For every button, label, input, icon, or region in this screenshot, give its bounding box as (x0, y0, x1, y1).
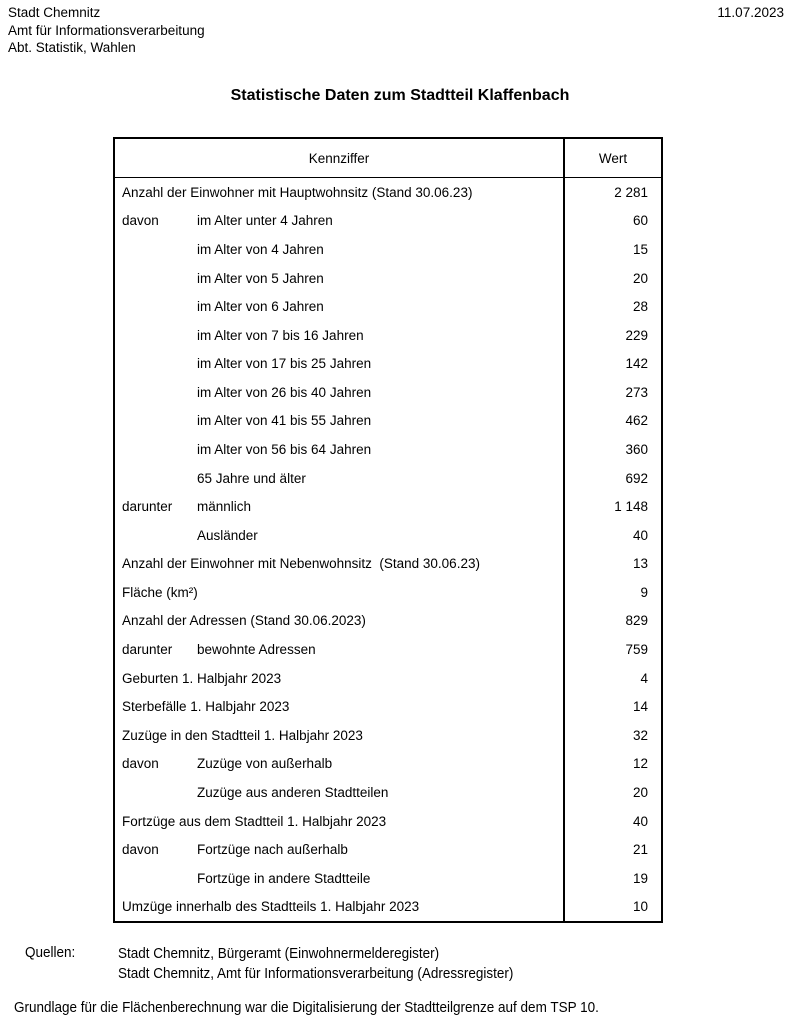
row-value: 28 (632, 299, 648, 315)
row-value: 21 (632, 842, 648, 858)
row-label-cell (115, 378, 565, 407)
row-value: 229 (625, 327, 648, 343)
row-value: 60 (632, 213, 648, 229)
row-label: Zuzüge in den Stadtteil 1. Halbjahr 2023 (122, 727, 363, 743)
row-label: Fortzüge nach außerhalb (197, 842, 348, 858)
row-label-cell (115, 464, 565, 493)
row-label-cell (115, 807, 565, 836)
row-label-cell (115, 864, 565, 893)
table-row (115, 807, 661, 836)
org-line: Amt für Informationsverarbeitung (8, 22, 205, 38)
table-row (115, 664, 661, 693)
row-label: im Alter von 56 bis 64 Jahren (197, 441, 372, 457)
source-line: Stadt Chemnitz, Bürgeramt (Einwohnermelderegister) (118, 945, 440, 962)
table-row (115, 264, 661, 293)
row-value: 40 (632, 527, 648, 543)
table-row (115, 492, 661, 521)
row-value: 12 (632, 756, 648, 772)
table-row (115, 464, 661, 493)
org-line: Stadt Chemnitz (8, 5, 101, 20)
table-body (115, 178, 661, 921)
row-label-cell (115, 235, 565, 264)
row-value: 40 (632, 813, 648, 829)
row-value: 759 (625, 642, 648, 658)
row-label-cell (115, 578, 565, 607)
table-row (115, 349, 661, 378)
row-label: Anzahl der Einwohner mit Nebenwohnsitz (Stand 30.06.23) (122, 556, 480, 572)
row-value: 15 (632, 241, 648, 257)
row-label: Fortzüge aus dem Stadtteil 1. Halbjahr 2023 (122, 813, 387, 829)
row-value: 9 (640, 584, 648, 600)
row-label: Fortzüge in andere Stadtteile (197, 870, 371, 886)
row-label-cell (115, 292, 565, 321)
table-row (115, 750, 661, 779)
row-value: 4 (640, 670, 648, 686)
row-label: Umzüge innerhalb des Stadtteils 1. Halbjahr 2023 (122, 899, 420, 915)
row-value: 10 (632, 899, 648, 915)
org-address-block (8, 4, 205, 57)
column-header-kennziffer: Kennziffer (115, 139, 565, 177)
table-row (115, 435, 661, 464)
row-value: 462 (625, 413, 648, 429)
row-label: Geburten 1. Halbjahr 2023 (122, 670, 282, 686)
row-label-cell (115, 207, 565, 236)
table-row (115, 407, 661, 436)
document-date: 11.07.2023 (717, 5, 784, 20)
table-row (115, 550, 661, 579)
row-label-cell (115, 835, 565, 864)
row-label: bewohnte Adressen (197, 642, 316, 658)
row-label-cell (115, 721, 565, 750)
row-label: Anzahl der Adressen (Stand 30.06.2023) (122, 613, 366, 629)
row-label-cell (115, 607, 565, 636)
row-label: im Alter von 7 bis 16 Jahren (197, 327, 364, 343)
row-value: 1 148 (614, 499, 648, 515)
row-value: 32 (632, 727, 648, 743)
row-label-cell (115, 178, 565, 207)
row-label-cell (115, 664, 565, 693)
row-label: 65 Jahre und älter (197, 470, 306, 486)
source-line: Stadt Chemnitz, Amt für Informationsverarbeitung (Adressregister) (118, 964, 514, 982)
row-prefix: davon (122, 756, 159, 772)
row-label-cell (115, 692, 565, 721)
row-label: Ausländer (197, 527, 258, 543)
row-prefix: davon (122, 213, 159, 229)
row-value: 2 281 (614, 184, 648, 200)
row-label: Sterbefälle 1. Halbjahr 2023 (122, 699, 290, 715)
row-label-cell (115, 264, 565, 293)
table-header-row (115, 139, 661, 178)
row-value: 14 (632, 699, 648, 715)
row-label-cell (115, 778, 565, 807)
org-line: Abt. Statistik, Wahlen (8, 40, 136, 56)
row-value: 13 (632, 556, 648, 572)
row-label: im Alter von 26 bis 40 Jahren (197, 384, 372, 400)
table-row (115, 892, 661, 921)
row-label-cell (115, 435, 565, 464)
table-row (115, 378, 661, 407)
row-label: im Alter von 5 Jahren (197, 270, 324, 286)
table-row (115, 521, 661, 550)
row-label-cell (115, 750, 565, 779)
row-label: Zuzüge aus anderen Stadtteilen (197, 784, 389, 800)
table-row (115, 235, 661, 264)
row-value: 273 (625, 384, 648, 400)
row-label-cell (115, 550, 565, 579)
row-label: im Alter von 41 bis 55 Jahren (197, 413, 372, 429)
sources-label: Quellen: (25, 944, 76, 961)
row-label: Fläche (km²) (122, 584, 198, 600)
row-value: 692 (625, 470, 648, 486)
table-row (115, 178, 661, 207)
sources-list (118, 944, 513, 983)
table-row (115, 692, 661, 721)
row-value: 829 (625, 613, 648, 629)
table-row (115, 321, 661, 350)
row-value: 360 (625, 441, 648, 457)
row-label-cell (115, 892, 565, 921)
row-value: 142 (625, 356, 648, 372)
column-header-wert: Wert (598, 150, 628, 166)
table-row (115, 607, 661, 636)
row-prefix: davon (122, 842, 159, 858)
row-label-cell (115, 635, 565, 664)
row-prefix: darunter (122, 642, 173, 658)
row-value: 19 (632, 870, 648, 886)
row-label: im Alter von 4 Jahren (197, 241, 324, 257)
row-label: männlich (197, 499, 252, 515)
row-label: Zuzüge von außerhalb (197, 756, 333, 772)
row-label: im Alter von 17 bis 25 Jahren (197, 356, 372, 372)
row-label-cell (115, 521, 565, 550)
row-value: 20 (632, 270, 648, 286)
table-row (115, 292, 661, 321)
row-label: Anzahl der Einwohner mit Hauptwohnsitz (Stand 30.06.23) (122, 184, 473, 200)
row-label-cell (115, 492, 565, 521)
row-value: 20 (632, 784, 648, 800)
row-prefix: darunter (122, 499, 173, 515)
table-row (115, 635, 661, 664)
page-title: Statistische Daten zum Stadtteil Klaffenbach (230, 87, 570, 104)
row-label-cell (115, 407, 565, 436)
table-row (115, 578, 661, 607)
table-row (115, 835, 661, 864)
area-calculation-note: Grundlage für die Flächenberechnung war die Digitalisierung der Stadtteilgrenze auf dem TSP 10. (14, 999, 599, 1016)
statistics-table (113, 137, 663, 923)
row-label: im Alter von 6 Jahren (197, 299, 324, 315)
table-row (115, 207, 661, 236)
row-label-cell (115, 321, 565, 350)
row-label: im Alter unter 4 Jahren (197, 213, 333, 229)
table-row (115, 721, 661, 750)
row-label-cell (115, 349, 565, 378)
table-row (115, 864, 661, 893)
table-row (115, 778, 661, 807)
